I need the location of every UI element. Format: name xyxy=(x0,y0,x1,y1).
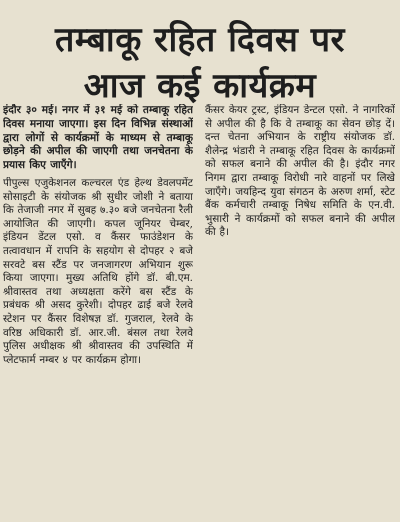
right-body-paragraph: कैंसर केयर ट्रस्ट, इंडियन डेन्टल एसो. ने नागरिकों से अपील की है कि वे तम्बाकू का सेवन छोड़ दें। दन्त चेतना अभियान के राष्ट्रीय संयोजक डॉ. शैलेन्द्र भंडारी ने तम्बाकू रहित दिवस के कार्यक्रमों को सफल बनाने की अपील की है। इंदौर नगर निगम द्वारा तम्बाकू विरोधी नारे वाहनों पर लिखे जाएँगे। जयहिन्द युवा संगठन के अरुण शर्मा, स्टेट बैंक कर्मचारी तम्बाकू निषेध समिति के एन.वी. भुसारी ने कार्यक्रमों को सफल बनाने की अपील की है। xyxy=(205,104,395,239)
headline-line-1: तम्बाकू रहित दिवस पर xyxy=(55,20,345,61)
lead-paragraph: इंदौर ३० मई। नगर में ३१ मई को तम्बाकू रहित दिवस मनाया जाएगा। इस दिन विभिन्न संस्थाओं द्वारा लोगों से कार्यक्रमों के माध्यम से तम्बाकू छोड़ने की अपील की जाएगी तथा जनचेतना के प्रयास किए जाएँगे। xyxy=(3,104,193,172)
left-column xyxy=(3,104,193,522)
headline-line-2: आज कई कार्यक्रम xyxy=(83,66,317,107)
article-columns xyxy=(3,104,397,522)
headline xyxy=(3,20,397,107)
right-column xyxy=(205,104,395,522)
left-body-paragraph: पीपुल्स एजुकेशनल कल्चरल एंड हेल्थ डेवलपमेंट सोसाइटी के संयोजक श्री सुधीर जोशी ने बताया कि तेजाजी नगर में सुबह ७.३० बजे जनचेतना रैली आयोजित की जाएगी। कपल जूनियर चेम्बर, इंडियन डेंटल एसो. व कैंसर फाउंडेशन के तत्वावधान में रापनि के सहयोग से दोपहर २ बजे सरवटे बस स्टैंड पर जनजागरण अभियान शुरू किया जाएगा। मुख्य अतिथि होंगे डॉ. बी.एम. श्रीवास्तव तथा अध्यक्षता करेंगे बस स्टैंड के प्रबंधक श्री असद कुरेशी। दोपहर ढाई बजे रेलवे स्टेशन पर कैंसर विशेषज्ञ डॉ. गुजराल, रेलवे के वरिष्ठ अधिकारी डॉ. आर.जी. बंसल तथा रेलवे पुलिस अधीक्षक श्री श्रीवास्तव की उपस्थिति में प्लेटफार्म नम्बर ४ पर कार्यक्रम होगा। xyxy=(3,176,193,366)
